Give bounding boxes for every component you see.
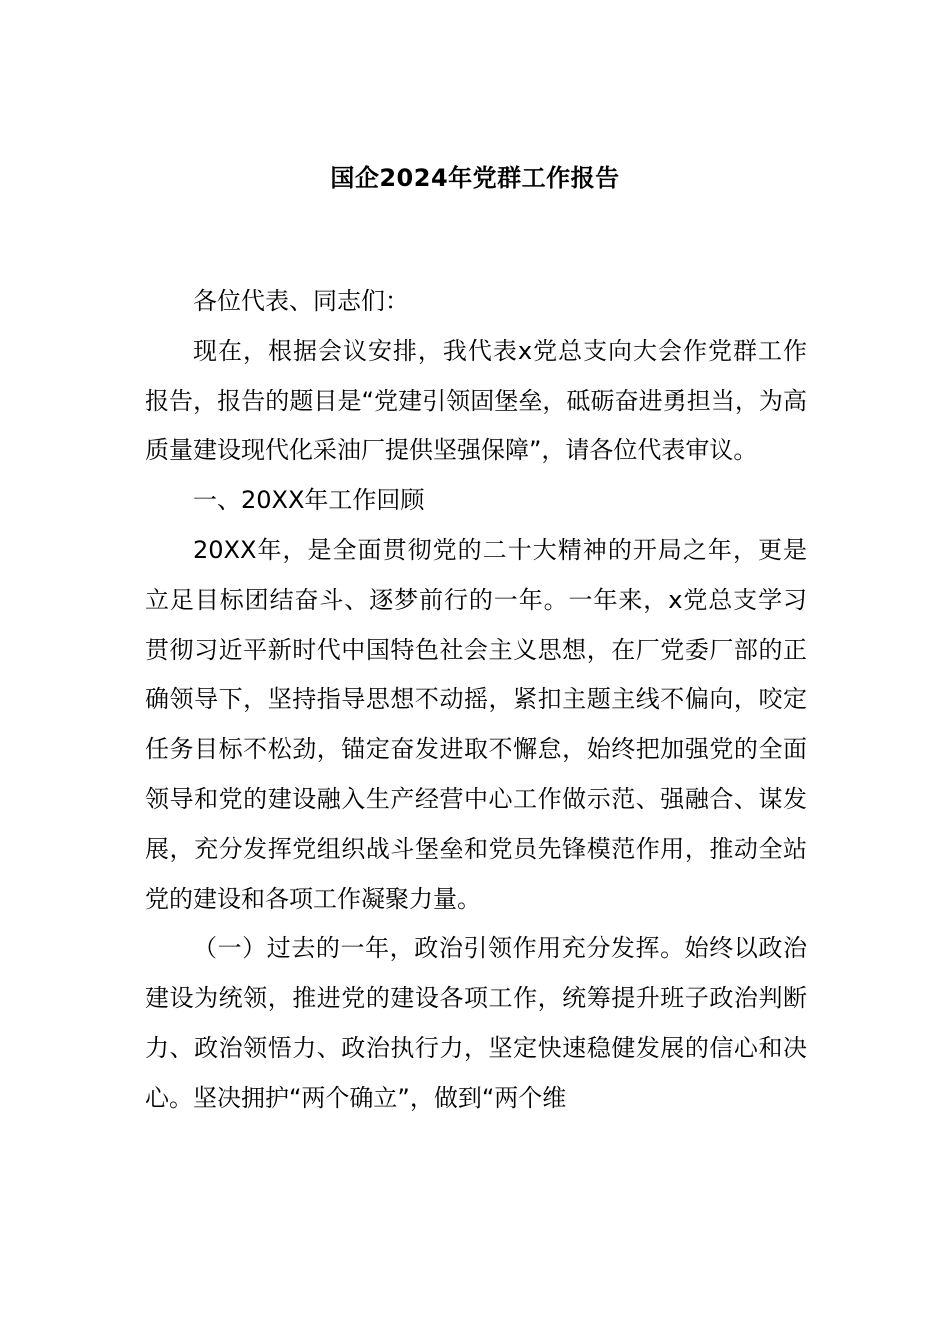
salutation-paragraph: 各位代表、同志们： [193, 287, 409, 315]
document-title: 国企2024年党群工作报告 [330, 164, 620, 192]
subsection-paragraph: （一）过去的一年，政治引领作用充分发挥。始终以政治建设为统领，推进党的建设各项工作，统筹提升班子政治判断力、政治领悟力、政治执行力，坚定快速稳健发展的信心和决心。坚决拥护“两个确立”，做到“两个维 [145, 934, 807, 1112]
review-paragraph: 20XX年，是全面贯彻党的二十大精神的开局之年，更是立足目标团结奋斗、逐梦前行的一年。一年来，x党总支学习贯彻习近平新时代中国特色社会主义思想，在厂党委厂部的正确领导下，坚持指导思想不动摇，紧扣主题主线不偏向，咬定任务目标不松劲，锚定奋发进取不懈怠，始终把加强党的全面领导和党的建设融入生产经营中心工作做示范、强融合、谋发展，充分发挥党组织战斗堡垒和党员先锋模范作用，推动全站党的建设和各项工作凝聚力量。 [145, 535, 807, 913]
document-body [145, 277, 807, 1124]
intro-paragraph: 现在，根据会议安排，我代表x党总支向大会作党群工作报告，报告的题目是“党建引领固堡垒，砥砺奋进勇担当，为高质量建设现代化采油厂提供坚强保障”，请各位代表审议。 [145, 336, 807, 465]
section-heading: 一、20XX年工作回顾 [193, 486, 425, 515]
